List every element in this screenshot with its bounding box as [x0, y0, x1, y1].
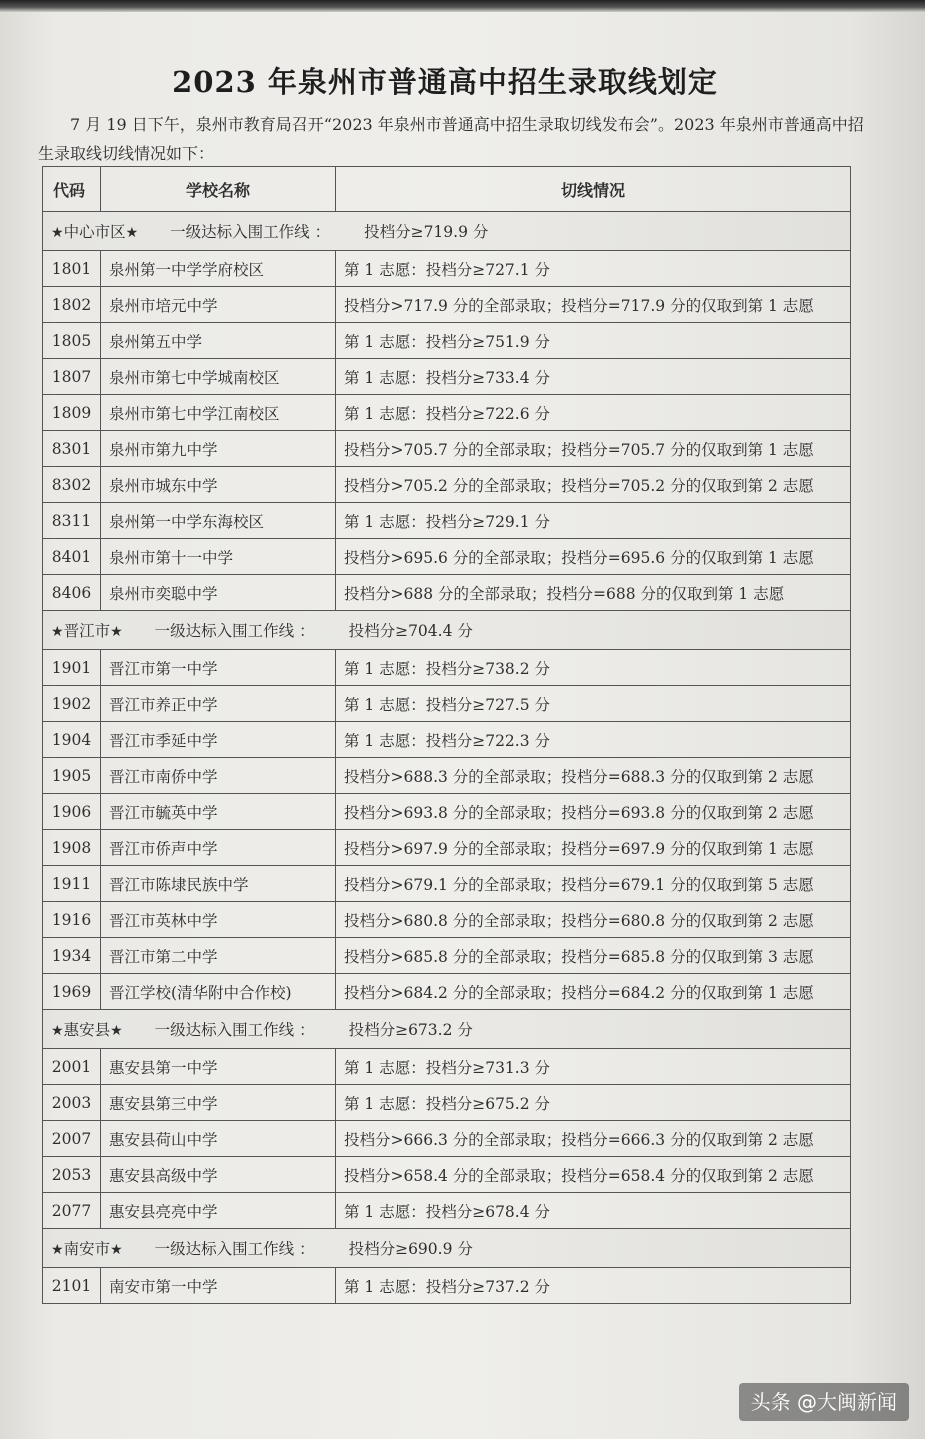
school-code: 1805: [43, 323, 101, 359]
table-row: [43, 722, 851, 758]
school-cutoff: 第 1 志愿：投档分≥738.2 分: [336, 650, 851, 686]
school-name: 惠安县高级中学: [101, 1157, 336, 1193]
table-row: [43, 686, 851, 722]
school-code: 1809: [43, 395, 101, 431]
school-name: 惠安县第三中学: [101, 1085, 336, 1121]
school-name: 晋江市侨声中学: [101, 830, 336, 866]
district-row: [43, 212, 851, 251]
school-name: 惠安县荷山中学: [101, 1121, 336, 1157]
school-name: 晋江市养正中学: [101, 686, 336, 722]
school-code: 1904: [43, 722, 101, 758]
district-cell: [43, 212, 851, 251]
star-icon: ★: [125, 225, 139, 241]
school-code: 2077: [43, 1193, 101, 1229]
school-cutoff: 投档分>688.3 分的全部录取；投档分=688.3 分的仅取到第 2 志愿: [336, 758, 851, 794]
school-code: 1969: [43, 974, 101, 1010]
school-code: 8401: [43, 539, 101, 575]
district-line-label: 一级达标入围工作线 ：: [170, 223, 331, 241]
table-row: [43, 1049, 851, 1085]
table-row: [43, 539, 851, 575]
table-row: [43, 359, 851, 395]
school-code: 2007: [43, 1121, 101, 1157]
table-row: [43, 1268, 851, 1304]
school-name: 泉州市第七中学江南校区: [101, 395, 336, 431]
school-name: 晋江市南侨中学: [101, 758, 336, 794]
star-icon: ★: [110, 624, 123, 640]
school-cutoff: 投档分>680.8 分的全部录取；投档分=680.8 分的仅取到第 2 志愿: [336, 902, 851, 938]
school-code: 1905: [43, 758, 101, 794]
school-cutoff: 投档分>684.2 分的全部录取；投档分=684.2 分的仅取到第 1 志愿: [336, 974, 851, 1010]
school-code: 8302: [43, 467, 101, 503]
school-cutoff: 投档分>695.6 分的全部录取；投档分=695.6 分的仅取到第 1 志愿: [336, 539, 851, 575]
header-code: 代码: [43, 167, 101, 212]
school-cutoff: 投档分>685.8 分的全部录取；投档分=685.8 分的仅取到第 3 志愿: [336, 938, 851, 974]
school-code: 1801: [43, 251, 101, 287]
school-code: 1908: [43, 830, 101, 866]
school-name: 南安市第一中学: [101, 1268, 336, 1304]
district-name: 中心市区: [63, 223, 126, 241]
district-line-label: 一级达标入围工作线 ：: [154, 622, 315, 640]
star-icon: ★: [110, 1242, 123, 1258]
district-row: [43, 611, 851, 650]
district-line-score: 投档分≥719.9 分: [364, 223, 489, 241]
school-name: 晋江市第一中学: [101, 650, 336, 686]
school-cutoff: 第 1 志愿：投档分≥678.4 分: [336, 1193, 851, 1229]
star-icon: ★: [51, 1242, 64, 1258]
school-cutoff: 投档分>705.7 分的全部录取；投档分=705.7 分的仅取到第 1 志愿: [336, 431, 851, 467]
table-row: [43, 866, 851, 902]
school-cutoff: 第 1 志愿：投档分≥727.1 分: [336, 251, 851, 287]
school-cutoff: 第 1 志愿：投档分≥675.2 分: [336, 1085, 851, 1121]
school-name: 晋江市季延中学: [101, 722, 336, 758]
school-name: 泉州市城东中学: [101, 467, 336, 503]
table-row: [43, 467, 851, 503]
watermark: 头条 @大闽新闻: [739, 1383, 909, 1421]
school-name: 惠安县第一中学: [101, 1049, 336, 1085]
table-row: [43, 1193, 851, 1229]
district-line-score: 投档分≥690.9 分: [348, 1240, 473, 1258]
school-name: 晋江市陈埭民族中学: [101, 866, 336, 902]
district-name: 惠安县: [63, 1021, 111, 1039]
school-cutoff: 投档分>705.2 分的全部录取；投档分=705.2 分的仅取到第 2 志愿: [336, 467, 851, 503]
header-school: 学校名称: [101, 167, 336, 212]
table-row: [43, 794, 851, 830]
school-cutoff: 投档分>693.8 分的全部录取；投档分=693.8 分的仅取到第 2 志愿: [336, 794, 851, 830]
star-icon: ★: [51, 1023, 64, 1039]
school-cutoff: 第 1 志愿：投档分≥737.2 分: [336, 1268, 851, 1304]
school-cutoff: 第 1 志愿：投档分≥729.1 分: [336, 503, 851, 539]
table-row: [43, 830, 851, 866]
table-row: [43, 1157, 851, 1193]
school-cutoff: 投档分>697.9 分的全部录取；投档分=697.9 分的仅取到第 1 志愿: [336, 830, 851, 866]
school-name: 晋江市第二中学: [101, 938, 336, 974]
school-cutoff: 第 1 志愿：投档分≥731.3 分: [336, 1049, 851, 1085]
table-header-row: [43, 167, 851, 212]
table-row: [43, 938, 851, 974]
page-title: 2023 年泉州市普通高中招生录取线划定: [172, 65, 718, 99]
table-row: [43, 503, 851, 539]
school-name: 晋江市毓英中学: [101, 794, 336, 830]
school-cutoff: 第 1 志愿：投档分≥751.9 分: [336, 323, 851, 359]
district-name: 南安市: [63, 1240, 111, 1258]
district-line-label: 一级达标入围工作线 ：: [154, 1240, 315, 1258]
school-code: 1934: [43, 938, 101, 974]
school-name: 泉州第一中学学府校区: [101, 251, 336, 287]
school-code: 1902: [43, 686, 101, 722]
district-line-score: 投档分≥673.2 分: [348, 1021, 473, 1039]
table-row: [43, 251, 851, 287]
school-name: 泉州市第九中学: [101, 431, 336, 467]
school-cutoff: 第 1 志愿：投档分≥722.6 分: [336, 395, 851, 431]
school-code: 1901: [43, 650, 101, 686]
school-name: 晋江学校(清华附中合作校): [101, 974, 336, 1010]
school-cutoff: 投档分>717.9 分的全部录取；投档分=717.9 分的仅取到第 1 志愿: [336, 287, 851, 323]
district-cell: [43, 1229, 851, 1268]
table-row: [43, 650, 851, 686]
school-code: 2001: [43, 1049, 101, 1085]
school-cutoff: 第 1 志愿：投档分≥727.5 分: [336, 686, 851, 722]
school-code: 2101: [43, 1268, 101, 1304]
district-line-label: 一级达标入围工作线 ：: [154, 1021, 315, 1039]
table-row: [43, 395, 851, 431]
school-name: 惠安县亮亮中学: [101, 1193, 336, 1229]
school-name: 泉州市奕聪中学: [101, 575, 336, 611]
table-row: [43, 323, 851, 359]
table-body: [43, 212, 851, 1304]
table-row: [43, 287, 851, 323]
school-cutoff: 投档分>658.4 分的全部录取；投档分=658.4 分的仅取到第 2 志愿: [336, 1157, 851, 1193]
photo-top-edge: [0, 0, 925, 12]
school-code: 8301: [43, 431, 101, 467]
school-name: 晋江市英林中学: [101, 902, 336, 938]
school-code: 1802: [43, 287, 101, 323]
table-row: [43, 974, 851, 1010]
school-code: 1807: [43, 359, 101, 395]
district-name: 晋江市: [63, 622, 111, 640]
school-code: 2053: [43, 1157, 101, 1193]
star-icon: ★: [51, 225, 64, 241]
school-name: 泉州第五中学: [101, 323, 336, 359]
school-cutoff: 第 1 志愿：投档分≥722.3 分: [336, 722, 851, 758]
district-cell: [43, 1010, 851, 1049]
district-row: [43, 1010, 851, 1049]
school-cutoff: 第 1 志愿：投档分≥733.4 分: [336, 359, 851, 395]
school-code: 1906: [43, 794, 101, 830]
school-cutoff: 投档分>688 分的全部录取；投档分=688 分的仅取到第 1 志愿: [336, 575, 851, 611]
intro-paragraph: 7 月 19 日下午，泉州市教育局召开“2023 年泉州市普通高中招生录取切线发布会”。2023 年泉州市普通高中招生录取线切线情况如下：: [38, 115, 864, 163]
school-code: 8311: [43, 503, 101, 539]
school-code: 2003: [43, 1085, 101, 1121]
star-icon: ★: [51, 624, 64, 640]
header-cutoff: 切线情况: [336, 167, 851, 212]
district-row: [43, 1229, 851, 1268]
school-name: 泉州第一中学东海校区: [101, 503, 336, 539]
school-name: 泉州市第七中学城南校区: [101, 359, 336, 395]
school-name: 泉州市培元中学: [101, 287, 336, 323]
table-row: [43, 1085, 851, 1121]
table-row: [43, 431, 851, 467]
school-name: 泉州市第十一中学: [101, 539, 336, 575]
star-icon: ★: [110, 1023, 123, 1039]
school-cutoff: 投档分>666.3 分的全部录取；投档分=666.3 分的仅取到第 2 志愿: [336, 1121, 851, 1157]
school-code: 1916: [43, 902, 101, 938]
district-line-score: 投档分≥704.4 分: [348, 622, 473, 640]
table-row: [43, 1121, 851, 1157]
table-row: [43, 758, 851, 794]
district-cell: [43, 611, 851, 650]
school-code: 8406: [43, 575, 101, 611]
table-row: [43, 902, 851, 938]
cutoff-table: [42, 166, 851, 1304]
table-row: [43, 575, 851, 611]
school-cutoff: 投档分>679.1 分的全部录取；投档分=679.1 分的仅取到第 5 志愿: [336, 866, 851, 902]
school-code: 1911: [43, 866, 101, 902]
